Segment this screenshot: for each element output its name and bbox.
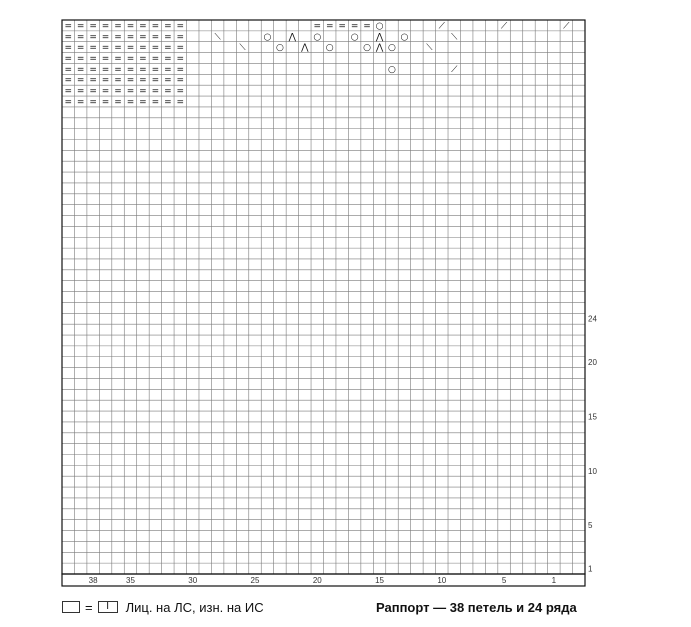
purl-mark: =: [176, 97, 185, 108]
purl-mark: =: [164, 54, 172, 65]
purl-mark: =: [114, 32, 122, 43]
k2tog-mark: ⟋: [438, 21, 445, 32]
column-label-strip: [62, 574, 585, 586]
purl-mark: =: [101, 54, 110, 65]
purl-mark: =: [164, 75, 172, 86]
purl-mark: =: [114, 75, 122, 86]
purl-mark: =: [89, 32, 97, 43]
purl-mark: =: [164, 97, 172, 108]
purl-mark: =: [139, 86, 147, 97]
column-number-label: 30: [188, 576, 198, 585]
k2tog-mark: ⟋: [500, 21, 508, 32]
purl-mark: =: [139, 64, 147, 75]
purl-mark: =: [151, 75, 160, 86]
purl-mark: =: [89, 43, 97, 54]
yarn-over-mark: ○: [363, 43, 372, 54]
purl-mark: =: [89, 64, 97, 75]
purl-mark: =: [164, 32, 172, 43]
legend-equals: =: [85, 599, 93, 615]
purl-mark: =: [76, 86, 85, 97]
yarn-over-mark: ○: [275, 43, 284, 54]
purl-mark: =: [114, 54, 122, 65]
purl-mark: =: [101, 21, 110, 32]
k2tog-mark: ⟋: [563, 21, 570, 32]
purl-mark: =: [176, 64, 185, 75]
legend-empty-cell-icon: [62, 601, 80, 613]
purl-mark: =: [176, 86, 185, 97]
ssk-mark: ⟍: [426, 43, 433, 54]
purl-mark: =: [64, 32, 72, 43]
yarn-over-mark: ○: [325, 43, 334, 54]
purl-mark: =: [114, 86, 122, 97]
purl-mark: =: [126, 75, 135, 86]
purl-mark: =: [151, 86, 160, 97]
column-number-label: 5: [501, 576, 507, 585]
purl-mark: =: [126, 64, 135, 75]
sk2p-mark: ⋀: [375, 32, 384, 43]
purl-mark: =: [151, 21, 160, 32]
purl-mark: =: [164, 86, 172, 97]
sk2p-mark: ⋀: [288, 32, 297, 43]
row-number-label: 15: [588, 412, 597, 422]
sk2p-mark: ⋀: [375, 43, 384, 54]
purl-mark: =: [126, 43, 135, 54]
purl-mark: =: [164, 43, 172, 54]
purl-mark: =: [114, 64, 122, 75]
ssk-mark: ⟍: [451, 32, 458, 43]
purl-mark: =: [151, 43, 160, 54]
purl-mark: =: [89, 54, 97, 65]
row-number-label: 10: [588, 466, 597, 476]
purl-mark: =: [64, 43, 72, 54]
purl-mark: =: [76, 64, 85, 75]
purl-mark: =: [114, 97, 122, 108]
yarn-over-mark: ○: [400, 32, 409, 43]
k2tog-mark: ⟋: [451, 64, 458, 75]
purl-mark: =: [126, 54, 135, 65]
row-number-label: 20: [588, 358, 597, 368]
purl-mark: =: [126, 32, 135, 43]
ssk-mark: ⟍: [239, 43, 246, 54]
repeat-caption: Раппорт — 38 петель и 24 ряда: [376, 599, 577, 615]
purl-mark: =: [126, 21, 135, 32]
legend-knit-mark: I: [106, 601, 109, 612]
purl-mark: =: [76, 43, 85, 54]
purl-mark: =: [101, 97, 110, 108]
purl-mark: =: [101, 43, 110, 54]
purl-mark: =: [151, 64, 160, 75]
yarn-over-mark: ○: [313, 32, 322, 43]
legend: [62, 597, 264, 617]
column-number-label: 35: [126, 576, 135, 585]
row-number-label: 5: [588, 521, 593, 531]
purl-mark: =: [176, 32, 185, 43]
purl-mark: =: [126, 86, 135, 97]
purl-mark: =: [164, 64, 172, 75]
purl-mark: =: [338, 21, 346, 32]
column-number-label: 20: [312, 576, 322, 585]
purl-mark: =: [101, 64, 110, 75]
legend-text: Лиц. на ЛС, изн. на ИС: [125, 599, 264, 615]
purl-mark: =: [114, 21, 122, 32]
yarn-over-mark: ○: [350, 32, 359, 43]
purl-mark: =: [139, 21, 147, 32]
purl-mark: =: [114, 43, 122, 54]
purl-mark: =: [64, 64, 72, 75]
purl-mark: =: [151, 97, 160, 108]
purl-mark: =: [176, 43, 185, 54]
yarn-over-mark: ○: [388, 64, 396, 75]
purl-mark: =: [76, 97, 85, 108]
purl-mark: =: [151, 54, 160, 65]
purl-mark: =: [76, 32, 85, 43]
purl-mark: =: [176, 75, 185, 86]
purl-mark: =: [350, 21, 359, 32]
purl-mark: =: [64, 97, 72, 108]
purl-mark: =: [126, 97, 135, 108]
sk2p-mark: ⋀: [301, 43, 309, 54]
column-number-label: 38: [88, 576, 98, 585]
row-number-label: 1: [588, 564, 593, 574]
purl-mark: =: [139, 54, 147, 65]
purl-mark: =: [101, 75, 110, 86]
purl-mark: =: [151, 32, 160, 43]
column-number-label: 25: [250, 576, 260, 585]
purl-mark: =: [139, 75, 147, 86]
purl-mark: =: [363, 21, 371, 32]
purl-mark: =: [64, 75, 72, 86]
column-number-label: 15: [375, 576, 384, 585]
purl-mark: =: [64, 54, 72, 65]
purl-mark: =: [64, 86, 72, 97]
yarn-over-mark: ○: [263, 32, 272, 43]
purl-mark: =: [139, 43, 147, 54]
purl-mark: =: [76, 54, 85, 65]
ssk-mark: ⟍: [214, 32, 221, 43]
purl-mark: =: [89, 75, 97, 86]
column-number-label: 1: [551, 576, 557, 585]
purl-mark: =: [325, 21, 334, 32]
purl-mark: =: [89, 21, 97, 32]
purl-mark: =: [89, 97, 97, 108]
yarn-over-mark: ○: [388, 43, 396, 54]
row-number-label: 24: [588, 314, 597, 324]
purl-mark: =: [101, 86, 110, 97]
purl-mark: =: [139, 97, 147, 108]
purl-mark: =: [89, 86, 97, 97]
legend-knit-cell-icon: [98, 601, 118, 613]
purl-mark: =: [164, 21, 172, 32]
purl-mark: =: [76, 21, 85, 32]
purl-mark: =: [176, 54, 185, 65]
purl-mark: =: [313, 21, 322, 32]
purl-mark: =: [101, 32, 110, 43]
purl-mark: =: [139, 32, 147, 43]
yarn-over-mark: ○: [375, 21, 384, 32]
column-number-label: 10: [437, 576, 447, 585]
purl-mark: =: [176, 21, 185, 32]
purl-mark: =: [76, 75, 85, 86]
purl-mark: =: [64, 21, 72, 32]
